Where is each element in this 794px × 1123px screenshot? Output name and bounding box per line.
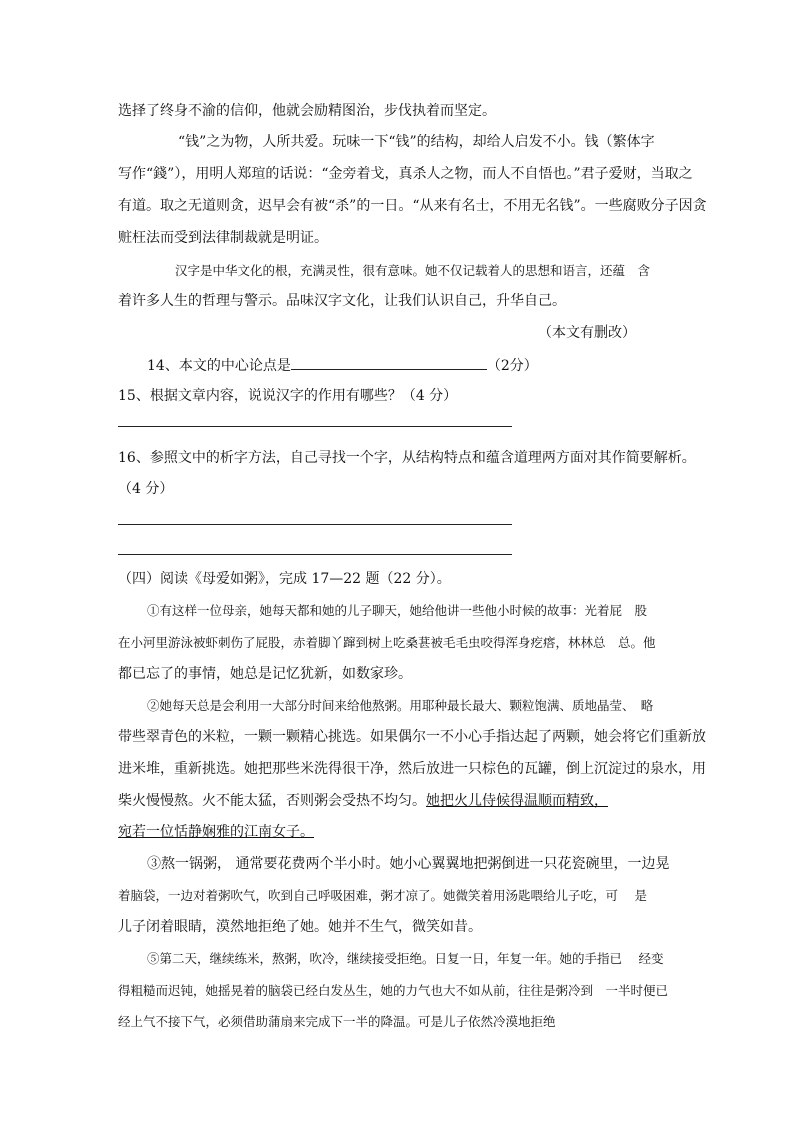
paragraph-line: ⑤第二天，继续练米，熬粥，吹冷，继续接受拒绝。日复一日，年复一年。她的手指已 经变 [147,951,664,966]
text-line: 着许多人生的哲理与警示。品味汉字文化，让我们认识自己，升华自己。 [118,293,566,309]
paragraph-line: 带些翠青色的米粒，一颗一颗精心挑选。如果偶尔一不小心手指达起了两颗，她会将它们重新放 [118,729,706,745]
text-line: “钱”之为物，人所共爱。玩味一下“钱”的结构，却给人启发不小。钱（繁体字 [178,134,655,150]
plain-text: 柴火慢慢熬。火不能太猛，否则粥会受热不均匀。 [118,793,426,809]
paragraph-line: 得粗糙而迟钝，她摇晃着的脑袋已经白发丛生，她的力气也大不如从前，往往是粥冷到 一半时便已 [118,983,669,998]
paragraph-line: 进米堆，重新挑选。她把那些米洗得很干净，然后放进一只棕色的瓦罐，倒上沉淀过的泉水，用 [118,761,706,777]
text-line: 有道。取之无道则贪，迟早会有被“杀”的一日。“从来有名士，不用无名钱”。一些腐败分子因贪 [118,198,707,214]
text-line: 汉字是中华文化的根，充满灵性，很有意味。她不仅记载着人的思想和语言，还蕴 含 [175,263,651,278]
question-14 [147,355,538,375]
underlined-text: 她把火儿侍候得温顺而精致， [426,793,608,809]
text-line: 选择了终身不渝的信仰，他就会励精图治，步伐执着而坚定。 [118,103,496,119]
answer-line-16a[interactable] [118,524,512,525]
source-note: （本文有删改） [538,325,636,341]
question-16: 16、参照文中的析字方法，自己寻找一个字，从结构特点和蕴含道理两方面对其作简要解析。 [118,450,696,466]
paragraph-line: 在小河里游泳被虾刺伤了屁股，赤着脚丫蹿到树上吃桑葚被毛毛虫咬得浑身疙瘩，林林总 总。他 [118,635,656,650]
question-16-points: （4 分） [118,481,174,497]
paragraph-line: ①有这样一位母亲，她每天都和她的儿子聊天，她给他讲一些他小时候的故事：光着屁 股 [147,603,648,618]
paragraph-line: 经上气不接下气，必须借助蒲扇来完成下一半的降温。可是儿子依然冷漠地拒绝 [118,1014,556,1029]
answer-line-15[interactable] [118,426,512,427]
text-line: 写作“錢”），用明人郑瑄的话说：“金旁着戈，真杀人之物，而人不自悟也。”君子爱财，当取之 [118,166,693,182]
question-14-points: （2分） [486,358,538,374]
paragraph-line: 着脑袋，一边对着粥吹气，吹到自己呼吸困难，粥才凉了。她微笑着用汤匙喂给儿子吃，可 是 [118,888,647,903]
text-line: 赃枉法而受到法律制裁就是明证。 [118,230,328,246]
answer-line-16b[interactable] [118,554,512,555]
paragraph-line: 都已忘了的事情，她总是记忆犹新，如数家珍。 [118,666,412,682]
question-15: 15、根据文章内容，说说汉字的作用有哪些？（4 分） [118,388,458,404]
paragraph-line [118,792,608,810]
paragraph-line: 儿子闭着眼睛，漠然地拒绝了她。她并不生气，微笑如昔。 [118,919,482,935]
paragraph-line: ②她每天总是会利用一大部分时间来给他熬粥。用耶种最长最大、颗粒饱满、质地晶莹、 略 [147,698,654,713]
section-heading: （四）阅读《母爱如粥》，完成 17—22 题（22 分）。 [118,571,451,587]
question-14-text: 14、本文的中心论点是 [147,358,291,374]
answer-blank-14[interactable] [291,355,487,370]
underlined-text: 宛若一位恬静娴雅的江南女子。 [118,824,314,840]
paragraph-line: ③熬一锅粥， 通常要花费两个半小时。她小心翼翼地把粥倒进一只花瓷碗里，一边晃 [147,856,670,872]
